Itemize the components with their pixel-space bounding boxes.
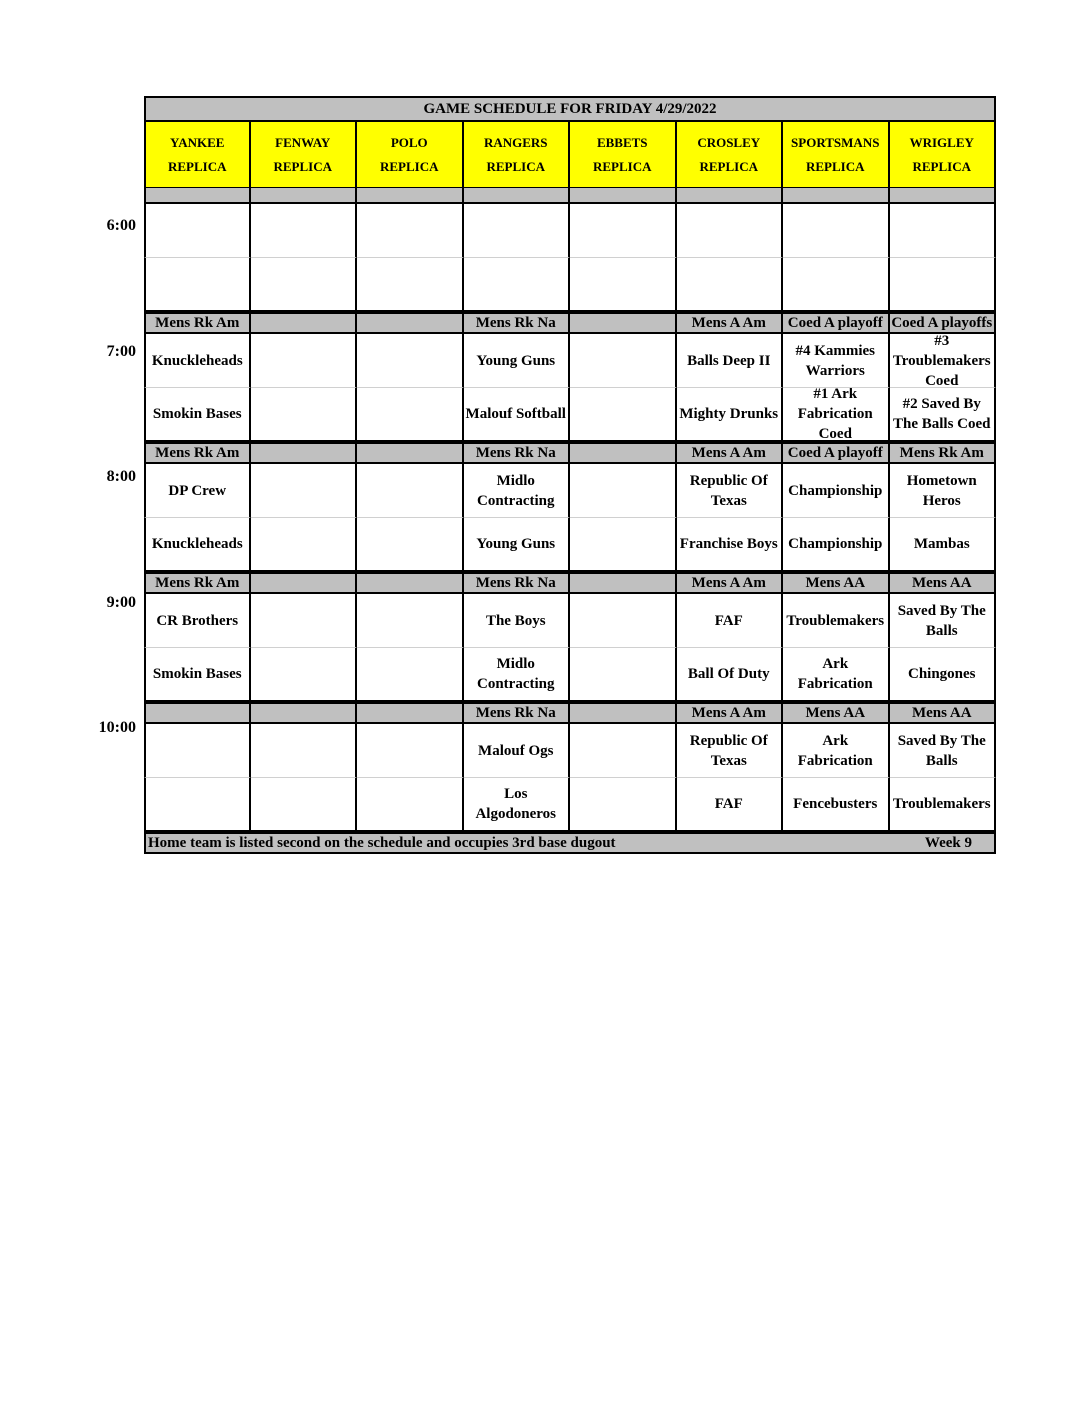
division-label: Mens Rk Na [464, 444, 571, 462]
spacer-cell [677, 188, 784, 204]
away-team-cell: Malouf Ogs [464, 724, 571, 778]
division-label-row [144, 572, 996, 594]
division-label: Mens Rk Am [144, 314, 251, 332]
division-label: Mens A Am [677, 314, 784, 332]
field-header [144, 122, 251, 188]
home-team-cell: Mambas [890, 518, 997, 572]
division-label: Mens A Am [677, 704, 784, 722]
home-team-row [144, 778, 996, 832]
field-sub: REPLICA [273, 158, 332, 174]
home-team-cell: Franchise Boys [677, 518, 784, 572]
schedule-table [144, 96, 996, 854]
home-team-cell [357, 518, 464, 572]
home-team-cell [570, 518, 677, 572]
away-team-row [144, 204, 996, 258]
away-team-cell: #3 Troublemakers Coed [890, 334, 997, 388]
away-team-cell: Saved By The Balls [890, 724, 997, 778]
away-team-cell: Hometown Heros [890, 464, 997, 518]
spacer-cell [464, 188, 571, 204]
division-label-row [144, 312, 996, 334]
field-header [570, 122, 677, 188]
away-team-cell [677, 204, 784, 258]
home-team-row [144, 388, 996, 442]
division-label [570, 314, 677, 332]
field-sub: REPLICA [167, 158, 227, 174]
field-sub: REPLICA [805, 158, 865, 174]
field-header [251, 122, 358, 188]
home-team-cell [144, 258, 251, 312]
home-team-cell [251, 518, 358, 572]
home-team-cell [251, 388, 358, 442]
away-team-cell [357, 464, 464, 518]
away-team-cell [890, 204, 997, 258]
division-label: Mens AA [783, 574, 890, 592]
home-team-cell [357, 648, 464, 702]
away-team-cell: Midlo Contracting [464, 464, 571, 518]
away-team-cell: Republic Of Texas [677, 724, 784, 778]
away-team-cell [144, 724, 251, 778]
home-team-note: Home team is listed second on the schedule and occupies 3rd base dugout [148, 834, 616, 851]
field-header [677, 122, 784, 188]
away-team-cell [251, 334, 358, 388]
home-team-cell [464, 258, 571, 312]
field-sub: REPLICA [912, 158, 971, 174]
home-team-cell: Fencebusters [783, 778, 890, 832]
division-label: Coed A playoff [783, 314, 890, 332]
away-team-cell [570, 334, 677, 388]
division-label [570, 444, 677, 462]
division-label: Mens AA [890, 574, 997, 592]
home-team-row [144, 648, 996, 702]
away-team-cell: Championship [783, 464, 890, 518]
home-team-cell [570, 258, 677, 312]
field-sub: REPLICA [592, 158, 652, 174]
division-label-row [144, 702, 996, 724]
away-team-cell: Young Guns [464, 334, 571, 388]
division-label: Mens Rk Na [464, 704, 571, 722]
division-label: Mens AA [783, 704, 890, 722]
field-name: EBBETS [596, 134, 648, 150]
time-label: 10:00 [98, 719, 136, 736]
field-name: SPORTSMANS [791, 134, 880, 150]
away-team-cell: DP Crew [144, 464, 251, 518]
away-team-cell: Republic Of Texas [677, 464, 784, 518]
division-label: Mens Rk Na [464, 314, 571, 332]
field-header [464, 122, 571, 188]
time-label: 6:00 [106, 217, 136, 234]
home-team-cell [357, 258, 464, 312]
home-team-cell: Championship [783, 518, 890, 572]
field-name: RANGERS [483, 134, 548, 150]
spacer-cell [144, 188, 251, 204]
away-team-cell [251, 724, 358, 778]
home-team-cell: Midlo Contracting [464, 648, 571, 702]
away-team-cell [357, 724, 464, 778]
away-team-cell: Balls Deep II [677, 334, 784, 388]
home-team-cell [251, 648, 358, 702]
field-name: YANKEE [170, 134, 225, 150]
division-label [570, 574, 677, 592]
division-label: Mens Rk Am [890, 444, 997, 462]
away-team-cell [144, 204, 251, 258]
schedule-footer [144, 832, 996, 854]
home-team-cell [251, 258, 358, 312]
field-header [357, 122, 464, 188]
field-sub: REPLICA [379, 158, 439, 174]
division-label: Mens Rk Am [144, 444, 251, 462]
field-header-row [144, 122, 996, 188]
division-label [251, 704, 358, 722]
away-team-cell: The Boys [464, 594, 571, 648]
division-label [570, 704, 677, 722]
home-team-cell: Mighty Drunks [677, 388, 784, 442]
division-label: Mens Rk Na [464, 574, 571, 592]
division-label: Coed A playoff [783, 444, 890, 462]
schedule-title: GAME SCHEDULE FOR FRIDAY 4/29/2022 [144, 96, 996, 122]
home-team-cell [677, 258, 784, 312]
home-team-cell: Chingones [890, 648, 997, 702]
spacer-cell [570, 188, 677, 204]
home-team-cell: Ark Fabrication [783, 648, 890, 702]
away-team-cell [357, 594, 464, 648]
away-team-row [144, 594, 996, 648]
field-header [890, 122, 997, 188]
away-team-cell [783, 204, 890, 258]
home-team-cell [357, 388, 464, 442]
home-team-cell: Malouf Softball [464, 388, 571, 442]
home-team-cell: Smokin Bases [144, 388, 251, 442]
away-team-row [144, 464, 996, 518]
field-sub: REPLICA [699, 158, 758, 174]
field-name: FENWAY [275, 134, 331, 150]
away-team-cell [570, 724, 677, 778]
away-team-cell [357, 204, 464, 258]
home-team-cell: Smokin Bases [144, 648, 251, 702]
away-team-cell: Troublemakers [783, 594, 890, 648]
division-label: Mens AA [890, 704, 997, 722]
away-team-cell: CR Brothers [144, 594, 251, 648]
home-team-cell: Knuckleheads [144, 518, 251, 572]
field-name: WRIGLEY [909, 134, 974, 150]
away-team-cell [251, 204, 358, 258]
division-label: Mens A Am [677, 444, 784, 462]
home-team-cell [570, 778, 677, 832]
away-team-cell [570, 204, 677, 258]
division-label-row [144, 442, 996, 464]
away-team-cell: #4 Kammies Warriors [783, 334, 890, 388]
home-team-cell: FAF [677, 778, 784, 832]
spacer-cell [357, 188, 464, 204]
division-label [357, 314, 464, 332]
division-label [251, 574, 358, 592]
away-team-cell [251, 594, 358, 648]
field-name: POLO [390, 134, 428, 150]
home-team-cell: Ball Of Duty [677, 648, 784, 702]
home-team-row [144, 258, 996, 312]
away-team-cell: FAF [677, 594, 784, 648]
away-team-cell: Knuckleheads [144, 334, 251, 388]
field-sub: REPLICA [486, 158, 545, 174]
home-team-cell: Troublemakers [890, 778, 997, 832]
home-team-cell [570, 648, 677, 702]
home-team-cell [890, 258, 997, 312]
away-team-cell: Ark Fabrication [783, 724, 890, 778]
home-team-cell [357, 778, 464, 832]
home-team-cell [570, 388, 677, 442]
home-team-cell [144, 778, 251, 832]
home-team-cell: Los Algodoneros [464, 778, 571, 832]
away-team-cell [570, 464, 677, 518]
division-label [357, 574, 464, 592]
division-label: Mens A Am [677, 574, 784, 592]
away-team-cell [570, 594, 677, 648]
time-label: 8:00 [106, 468, 136, 485]
spacer-cell [783, 188, 890, 204]
away-team-cell: Saved By The Balls [890, 594, 997, 648]
division-label [251, 444, 358, 462]
spacer-cell [890, 188, 997, 204]
spacer-cell [251, 188, 358, 204]
home-team-cell [783, 258, 890, 312]
division-label [251, 314, 358, 332]
home-team-row [144, 518, 996, 572]
time-label: 7:00 [106, 343, 136, 360]
time-label: 9:00 [106, 594, 136, 611]
home-team-cell: Young Guns [464, 518, 571, 572]
week-label: Week 9 [924, 834, 972, 851]
division-label: Mens Rk Am [144, 574, 251, 592]
away-team-cell [357, 334, 464, 388]
division-label [144, 704, 251, 722]
time-blocks [144, 204, 996, 832]
away-team-cell [464, 204, 571, 258]
home-team-cell [251, 778, 358, 832]
field-name: CROSLEY [697, 134, 761, 150]
away-team-row [144, 334, 996, 388]
division-label: Coed A playoffs [890, 314, 997, 332]
field-header [783, 122, 890, 188]
away-team-cell [251, 464, 358, 518]
division-label [357, 444, 464, 462]
spacer-row [144, 188, 996, 204]
home-team-cell: #1 Ark Fabrication Coed [783, 388, 890, 442]
home-team-cell: #2 Saved By The Balls Coed [890, 388, 997, 442]
division-label [357, 704, 464, 722]
away-team-row [144, 724, 996, 778]
